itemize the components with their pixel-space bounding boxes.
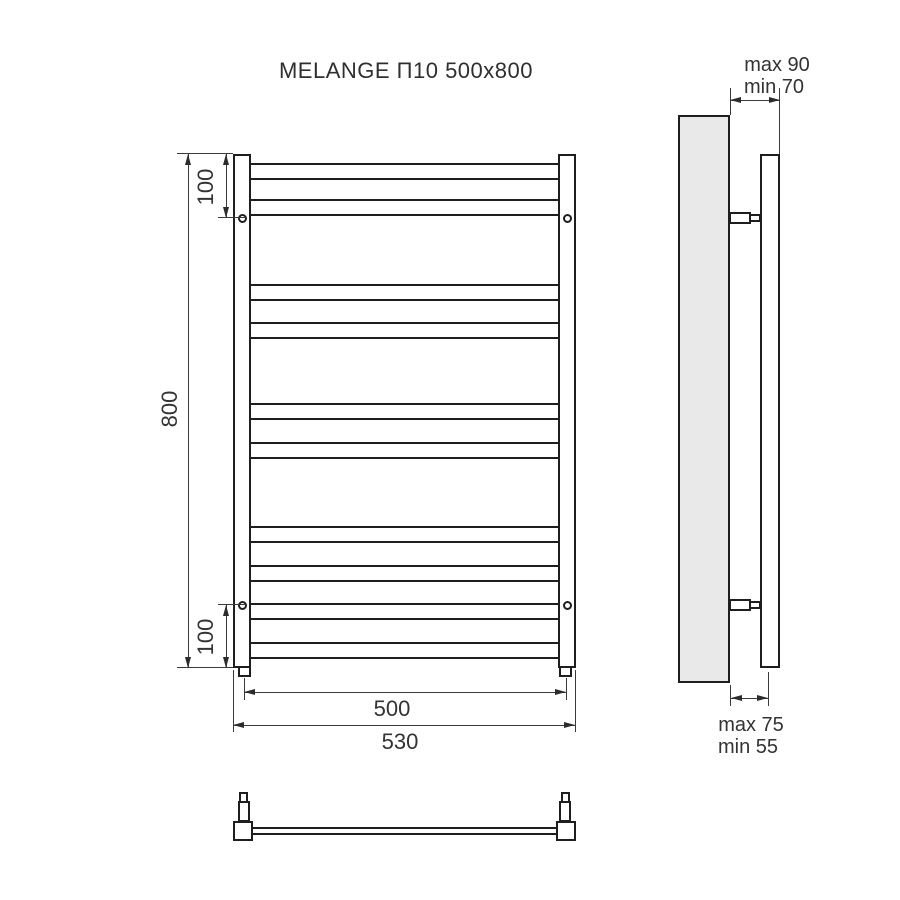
post-plan-right xyxy=(556,821,576,841)
rail-bar xyxy=(249,284,560,301)
wall-bracket-bottom-collar xyxy=(749,601,761,609)
wall-bracket-top-collar xyxy=(749,214,761,222)
rail-post-right xyxy=(558,154,576,668)
bottom-offset-dimension-label: 100 xyxy=(193,618,218,656)
height-dimension-label: 800 xyxy=(157,390,182,428)
top-offset-dimension-label: 100 xyxy=(193,168,218,206)
arrow-down-icon xyxy=(185,657,191,668)
extension-line xyxy=(566,678,567,700)
fitting-cap-left xyxy=(239,792,248,803)
crossbar-plan xyxy=(252,827,557,835)
rail-bar xyxy=(249,403,560,420)
wall-bracket-bottom xyxy=(729,599,751,611)
rail-bar xyxy=(249,526,560,543)
arrow-left-icon xyxy=(730,97,741,103)
rail-bar xyxy=(249,565,560,582)
rail-bar xyxy=(249,642,560,659)
axle-distance-dimension-label: 500 xyxy=(373,696,411,721)
fitting-collar-right xyxy=(559,801,571,822)
rail-post-side xyxy=(760,154,780,668)
wall-section xyxy=(678,115,730,683)
bottom-clearance-max-label: max 75 xyxy=(718,714,784,736)
top-clearance-min-label: min 70 xyxy=(743,76,805,98)
rail-bar xyxy=(249,199,560,216)
arrow-left-icon xyxy=(233,722,244,728)
arrow-left-icon xyxy=(244,689,255,695)
fitting-cap-right xyxy=(561,792,570,803)
bottom-clearance-min-label: min 55 xyxy=(717,736,779,758)
arrow-down-icon xyxy=(223,207,229,218)
arrow-right-icon xyxy=(757,695,768,701)
arrow-left-icon xyxy=(731,695,742,701)
rail-bar xyxy=(249,163,560,180)
extension-line xyxy=(768,672,769,706)
rail-post-left xyxy=(233,154,251,668)
arrow-down-icon xyxy=(223,657,229,668)
top-clearance-max-label: max 90 xyxy=(744,54,810,76)
arrow-up-icon xyxy=(223,154,229,165)
overall-width-dimension-label: 530 xyxy=(381,729,419,754)
mounting-hole-top-left xyxy=(238,214,247,223)
fitting-collar-left xyxy=(238,801,250,822)
mounting-hole-top-right xyxy=(563,214,572,223)
arrow-right-icon xyxy=(555,689,566,695)
dimension-line xyxy=(244,692,566,693)
arrow-up-icon xyxy=(223,605,229,616)
extension-line xyxy=(575,670,576,732)
pipe-stub-right xyxy=(559,666,572,677)
post-plan-left xyxy=(233,821,253,841)
dimension-line xyxy=(188,154,189,668)
rail-bar xyxy=(249,442,560,459)
wall-bracket-top xyxy=(729,212,751,224)
mounting-hole-bottom-right xyxy=(563,601,572,610)
arrow-up-icon xyxy=(185,154,191,165)
rail-bar xyxy=(249,603,560,620)
mounting-hole-bottom-left xyxy=(238,601,247,610)
arrow-right-icon xyxy=(564,722,575,728)
rail-bar xyxy=(249,322,560,339)
dimension-line xyxy=(233,725,576,726)
pipe-stub-left xyxy=(238,666,251,677)
drawing-title: MELANGE П10 500x800 xyxy=(278,58,533,83)
